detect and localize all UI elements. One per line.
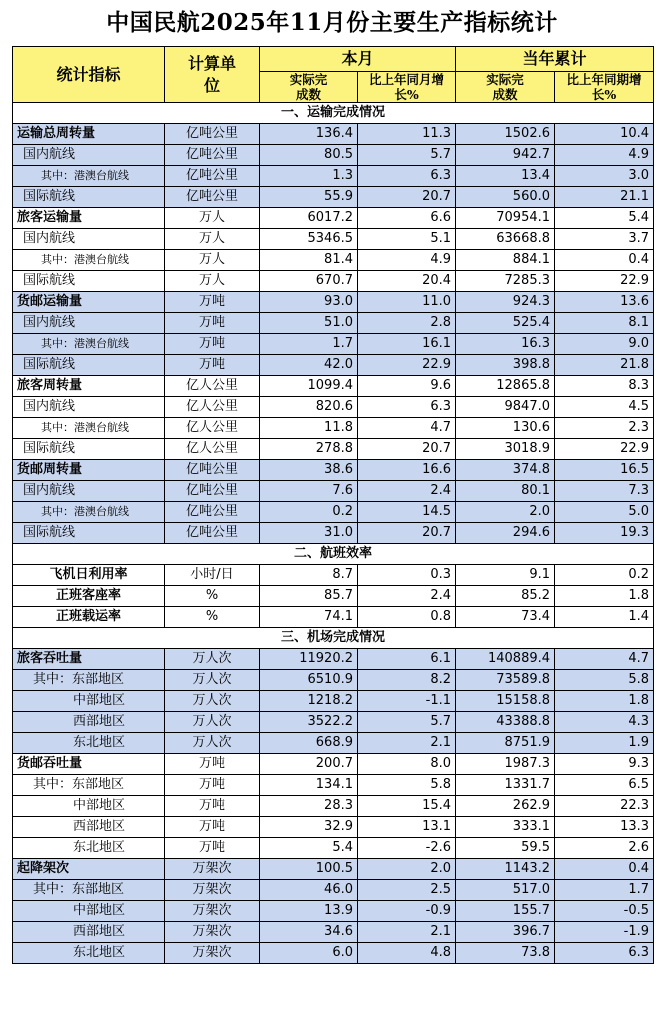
ytd-actual-cell: 9.1: [456, 565, 555, 586]
month-actual-cell: 6017.2: [260, 208, 358, 229]
unit-cell: 万人次: [165, 670, 260, 691]
unit-cell: 万人次: [165, 712, 260, 733]
month-growth-cell: -2.6: [358, 838, 456, 859]
indicator-name: 国际航线: [13, 271, 165, 292]
month-actual-cell: 51.0: [260, 313, 358, 334]
indicator-name: 旅客周转量: [13, 376, 165, 397]
ytd-actual-cell: 262.9: [456, 796, 555, 817]
ytd-growth-cell: -0.5: [555, 901, 654, 922]
unit-cell: 亿人公里: [165, 418, 260, 439]
month-actual-cell: 8.7: [260, 565, 358, 586]
month-growth-cell: 2.1: [358, 922, 456, 943]
ytd-actual-cell: 9847.0: [456, 397, 555, 418]
month-growth-cell: 5.8: [358, 775, 456, 796]
month-growth-cell: 4.7: [358, 418, 456, 439]
unit-cell: 亿人公里: [165, 397, 260, 418]
month-growth-cell: 13.1: [358, 817, 456, 838]
table-row: [13, 397, 654, 418]
month-actual-cell: 46.0: [260, 880, 358, 901]
table-row: [13, 859, 654, 880]
month-growth-cell: 11.0: [358, 292, 456, 313]
ytd-growth-cell: 21.8: [555, 355, 654, 376]
table-row: [13, 418, 654, 439]
ytd-actual-cell: 294.6: [456, 523, 555, 544]
table-row: [13, 586, 654, 607]
ytd-actual-cell: 1331.7: [456, 775, 555, 796]
ytd-growth-cell: 8.1: [555, 313, 654, 334]
ytd-actual-cell: 63668.8: [456, 229, 555, 250]
indicator-name: 其中：港澳台航线: [13, 166, 165, 187]
ytd-actual-cell: 3018.9: [456, 439, 555, 460]
ytd-actual-cell: 43388.8: [456, 712, 555, 733]
month-growth-cell: 2.8: [358, 313, 456, 334]
ytd-actual-cell: 59.5: [456, 838, 555, 859]
ytd-actual-cell: 155.7: [456, 901, 555, 922]
month-actual-cell: 5346.5: [260, 229, 358, 250]
ytd-growth-cell: 5.0: [555, 502, 654, 523]
header-this-month: 本月: [260, 47, 456, 72]
unit-cell: 亿吨公里: [165, 145, 260, 166]
header-indicator: 统计指标: [13, 47, 165, 103]
month-actual-cell: 136.4: [260, 124, 358, 145]
table-row: [13, 754, 654, 775]
ytd-growth-cell: 22.9: [555, 439, 654, 460]
table-row: [13, 649, 654, 670]
unit-cell: 亿吨公里: [165, 460, 260, 481]
unit-cell: 万吨: [165, 355, 260, 376]
month-growth-cell: 6.3: [358, 166, 456, 187]
unit-cell: 万人: [165, 250, 260, 271]
table-row: [13, 376, 654, 397]
month-growth-cell: 20.4: [358, 271, 456, 292]
month-actual-cell: 28.3: [260, 796, 358, 817]
unit-cell: %: [165, 607, 260, 628]
table-row: [13, 166, 654, 187]
indicator-name: 正班客座率: [13, 586, 165, 607]
month-growth-cell: 8.0: [358, 754, 456, 775]
table-row: [13, 208, 654, 229]
indicator-name: 东北地区: [13, 733, 165, 754]
month-actual-cell: 3522.2: [260, 712, 358, 733]
month-growth-cell: 15.4: [358, 796, 456, 817]
ytd-actual-cell: 130.6: [456, 418, 555, 439]
unit-cell: 万吨: [165, 817, 260, 838]
ytd-actual-cell: 396.7: [456, 922, 555, 943]
indicator-name: 国际航线: [13, 355, 165, 376]
unit-cell: 亿吨公里: [165, 481, 260, 502]
month-actual-cell: 85.7: [260, 586, 358, 607]
month-actual-cell: 32.9: [260, 817, 358, 838]
unit-cell: 万人次: [165, 733, 260, 754]
ytd-growth-cell: 0.4: [555, 250, 654, 271]
ytd-actual-cell: 73589.8: [456, 670, 555, 691]
table-row: [13, 733, 654, 754]
month-actual-cell: 13.9: [260, 901, 358, 922]
section-title: 二、航班效率: [13, 544, 654, 565]
ytd-growth-cell: -1.9: [555, 922, 654, 943]
month-growth-cell: 2.4: [358, 586, 456, 607]
indicator-name: 飞机日利用率: [13, 565, 165, 586]
month-actual-cell: 81.4: [260, 250, 358, 271]
month-growth-cell: 6.3: [358, 397, 456, 418]
unit-cell: 小时/日: [165, 565, 260, 586]
header-month-actual: 实际完成数: [260, 72, 358, 103]
indicator-name: 中部地区: [13, 901, 165, 922]
indicator-name: 其中：东部地区: [13, 670, 165, 691]
ytd-growth-cell: 2.6: [555, 838, 654, 859]
month-growth-cell: 6.6: [358, 208, 456, 229]
ytd-actual-cell: 924.3: [456, 292, 555, 313]
table-row: [13, 334, 654, 355]
month-growth-cell: 20.7: [358, 439, 456, 460]
header-unit: 计算单位: [165, 47, 260, 103]
ytd-growth-cell: 6.3: [555, 943, 654, 964]
month-actual-cell: 34.6: [260, 922, 358, 943]
ytd-actual-cell: 884.1: [456, 250, 555, 271]
table-row: [13, 250, 654, 271]
month-growth-cell: 14.5: [358, 502, 456, 523]
ytd-actual-cell: 1987.3: [456, 754, 555, 775]
indicator-name: 国内航线: [13, 229, 165, 250]
month-actual-cell: 11.8: [260, 418, 358, 439]
header-ytd: 当年累计: [456, 47, 654, 72]
ytd-actual-cell: 560.0: [456, 187, 555, 208]
ytd-growth-cell: 1.8: [555, 691, 654, 712]
ytd-growth-cell: 6.5: [555, 775, 654, 796]
indicator-name: 东北地区: [13, 838, 165, 859]
ytd-growth-cell: 1.9: [555, 733, 654, 754]
unit-cell: 万人次: [165, 691, 260, 712]
table-row: [13, 880, 654, 901]
indicator-name: 旅客运输量: [13, 208, 165, 229]
page-title: 中国民航2025年11月份主要生产指标统计: [106, 9, 558, 36]
table-row: [13, 460, 654, 481]
unit-cell: 亿吨公里: [165, 166, 260, 187]
ytd-growth-cell: 3.0: [555, 166, 654, 187]
indicator-name: 中部地区: [13, 796, 165, 817]
month-growth-cell: 4.8: [358, 943, 456, 964]
month-actual-cell: 38.6: [260, 460, 358, 481]
ytd-actual-cell: 80.1: [456, 481, 555, 502]
indicator-name: 国内航线: [13, 397, 165, 418]
ytd-actual-cell: 16.3: [456, 334, 555, 355]
month-actual-cell: 200.7: [260, 754, 358, 775]
ytd-actual-cell: 517.0: [456, 880, 555, 901]
month-growth-cell: 16.1: [358, 334, 456, 355]
unit-cell: 亿吨公里: [165, 124, 260, 145]
table-row: [13, 439, 654, 460]
ytd-actual-cell: 942.7: [456, 145, 555, 166]
month-growth-cell: 2.4: [358, 481, 456, 502]
indicator-name: 西部地区: [13, 922, 165, 943]
table-row: [13, 292, 654, 313]
indicator-name: 其中：港澳台航线: [13, 502, 165, 523]
ytd-actual-cell: 85.2: [456, 586, 555, 607]
unit-cell: 万吨: [165, 838, 260, 859]
unit-cell: 万人: [165, 271, 260, 292]
indicator-name: 其中：港澳台航线: [13, 418, 165, 439]
ytd-growth-cell: 2.3: [555, 418, 654, 439]
indicator-name: 起降架次: [13, 859, 165, 880]
ytd-actual-cell: 73.8: [456, 943, 555, 964]
unit-cell: 万架次: [165, 943, 260, 964]
ytd-actual-cell: 374.8: [456, 460, 555, 481]
indicator-name: 其中：港澳台航线: [13, 334, 165, 355]
unit-cell: 万吨: [165, 313, 260, 334]
month-growth-cell: 0.8: [358, 607, 456, 628]
ytd-actual-cell: 1502.6: [456, 124, 555, 145]
ytd-growth-cell: 19.3: [555, 523, 654, 544]
indicator-name: 货邮运输量: [13, 292, 165, 313]
month-growth-cell: 20.7: [358, 187, 456, 208]
ytd-actual-cell: 1143.2: [456, 859, 555, 880]
table-row: [13, 922, 654, 943]
ytd-growth-cell: 3.7: [555, 229, 654, 250]
indicator-name: 西部地区: [13, 817, 165, 838]
month-growth-cell: -0.9: [358, 901, 456, 922]
ytd-growth-cell: 13.6: [555, 292, 654, 313]
unit-cell: 亿人公里: [165, 376, 260, 397]
ytd-growth-cell: 8.3: [555, 376, 654, 397]
table-row: [13, 817, 654, 838]
month-actual-cell: 1.3: [260, 166, 358, 187]
month-growth-cell: 4.9: [358, 250, 456, 271]
indicator-name: 中部地区: [13, 691, 165, 712]
month-actual-cell: 670.7: [260, 271, 358, 292]
indicator-name: 运输总周转量: [13, 124, 165, 145]
month-actual-cell: 820.6: [260, 397, 358, 418]
indicator-name: 旅客吞吐量: [13, 649, 165, 670]
month-growth-cell: 11.3: [358, 124, 456, 145]
month-growth-cell: -1.1: [358, 691, 456, 712]
ytd-actual-cell: 525.4: [456, 313, 555, 334]
table-row: [13, 901, 654, 922]
unit-cell: 万吨: [165, 775, 260, 796]
ytd-growth-cell: 5.8: [555, 670, 654, 691]
section-header-row: [13, 103, 654, 124]
month-actual-cell: 1.7: [260, 334, 358, 355]
month-growth-cell: 20.7: [358, 523, 456, 544]
ytd-actual-cell: 7285.3: [456, 271, 555, 292]
statistics-table: [12, 46, 654, 964]
month-actual-cell: 1218.2: [260, 691, 358, 712]
unit-cell: 万架次: [165, 859, 260, 880]
ytd-growth-cell: 21.1: [555, 187, 654, 208]
month-growth-cell: 22.9: [358, 355, 456, 376]
table-row: [13, 502, 654, 523]
unit-cell: 万吨: [165, 796, 260, 817]
unit-cell: 万架次: [165, 901, 260, 922]
table-row: [13, 775, 654, 796]
month-growth-cell: 2.1: [358, 733, 456, 754]
indicator-name: 其中：东部地区: [13, 775, 165, 796]
ytd-actual-cell: 2.0: [456, 502, 555, 523]
month-actual-cell: 11920.2: [260, 649, 358, 670]
month-growth-cell: 2.0: [358, 859, 456, 880]
ytd-growth-cell: 9.3: [555, 754, 654, 775]
month-actual-cell: 55.9: [260, 187, 358, 208]
month-growth-cell: 2.5: [358, 880, 456, 901]
table-row: [13, 271, 654, 292]
month-growth-cell: 5.1: [358, 229, 456, 250]
indicator-name: 西部地区: [13, 712, 165, 733]
month-growth-cell: 6.1: [358, 649, 456, 670]
ytd-growth-cell: 4.3: [555, 712, 654, 733]
unit-cell: 亿吨公里: [165, 523, 260, 544]
month-actual-cell: 74.1: [260, 607, 358, 628]
unit-cell: 万吨: [165, 334, 260, 355]
ytd-growth-cell: 10.4: [555, 124, 654, 145]
month-actual-cell: 31.0: [260, 523, 358, 544]
section-title: 三、机场完成情况: [13, 628, 654, 649]
ytd-actual-cell: 73.4: [456, 607, 555, 628]
indicator-name: 货邮周转量: [13, 460, 165, 481]
month-growth-cell: 9.6: [358, 376, 456, 397]
header-ytd-actual: 实际完成数: [456, 72, 555, 103]
ytd-growth-cell: 4.5: [555, 397, 654, 418]
section-header-row: [13, 544, 654, 565]
table-row: [13, 691, 654, 712]
ytd-growth-cell: 7.3: [555, 481, 654, 502]
month-actual-cell: 0.2: [260, 502, 358, 523]
unit-cell: 万人: [165, 208, 260, 229]
table-row: [13, 565, 654, 586]
table-row: [13, 712, 654, 733]
month-actual-cell: 5.4: [260, 838, 358, 859]
unit-cell: 万架次: [165, 880, 260, 901]
table-row: [13, 523, 654, 544]
indicator-name: 其中：港澳台航线: [13, 250, 165, 271]
table-row: [13, 313, 654, 334]
table-row: [13, 796, 654, 817]
month-actual-cell: 668.9: [260, 733, 358, 754]
indicator-name: 东北地区: [13, 943, 165, 964]
ytd-growth-cell: 4.7: [555, 649, 654, 670]
unit-cell: 亿吨公里: [165, 187, 260, 208]
table-row: [13, 229, 654, 250]
table-row: [13, 481, 654, 502]
ytd-actual-cell: 398.8: [456, 355, 555, 376]
ytd-actual-cell: 12865.8: [456, 376, 555, 397]
unit-cell: 万架次: [165, 922, 260, 943]
section-title: 一、运输完成情况: [13, 103, 654, 124]
unit-cell: 万吨: [165, 292, 260, 313]
unit-cell: %: [165, 586, 260, 607]
section-header-row: [13, 628, 654, 649]
month-growth-cell: 5.7: [358, 145, 456, 166]
month-growth-cell: 8.2: [358, 670, 456, 691]
month-actual-cell: 80.5: [260, 145, 358, 166]
ytd-growth-cell: 16.5: [555, 460, 654, 481]
unit-cell: 亿吨公里: [165, 502, 260, 523]
ytd-actual-cell: 8751.9: [456, 733, 555, 754]
ytd-actual-cell: 15158.8: [456, 691, 555, 712]
ytd-actual-cell: 70954.1: [456, 208, 555, 229]
month-actual-cell: 6.0: [260, 943, 358, 964]
indicator-name: 国际航线: [13, 187, 165, 208]
table-row: [13, 838, 654, 859]
month-actual-cell: 1099.4: [260, 376, 358, 397]
table-row: [13, 355, 654, 376]
ytd-growth-cell: 1.7: [555, 880, 654, 901]
unit-cell: 万人: [165, 229, 260, 250]
ytd-growth-cell: 5.4: [555, 208, 654, 229]
indicator-name: 其中：东部地区: [13, 880, 165, 901]
ytd-growth-cell: 0.4: [555, 859, 654, 880]
month-actual-cell: 42.0: [260, 355, 358, 376]
table-row: [13, 943, 654, 964]
ytd-growth-cell: 22.9: [555, 271, 654, 292]
unit-cell: 万人次: [165, 649, 260, 670]
table-row: [13, 670, 654, 691]
ytd-actual-cell: 333.1: [456, 817, 555, 838]
indicator-name: 货邮吞吐量: [13, 754, 165, 775]
table-row: [13, 145, 654, 166]
indicator-name: 国内航线: [13, 313, 165, 334]
month-actual-cell: 7.6: [260, 481, 358, 502]
indicator-name: 正班载运率: [13, 607, 165, 628]
table-row: [13, 124, 654, 145]
ytd-growth-cell: 0.2: [555, 565, 654, 586]
header-ytd-growth: 比上年同期增长%: [555, 72, 654, 103]
indicator-name: 国内航线: [13, 145, 165, 166]
unit-cell: 亿人公里: [165, 439, 260, 460]
month-growth-cell: 0.3: [358, 565, 456, 586]
indicator-name: 国内航线: [13, 481, 165, 502]
month-actual-cell: 134.1: [260, 775, 358, 796]
ytd-actual-cell: 13.4: [456, 166, 555, 187]
month-actual-cell: 278.8: [260, 439, 358, 460]
month-growth-cell: 16.6: [358, 460, 456, 481]
month-actual-cell: 100.5: [260, 859, 358, 880]
header-month-growth: 比上年同月增长%: [358, 72, 456, 103]
indicator-name: 国际航线: [13, 523, 165, 544]
month-actual-cell: 6510.9: [260, 670, 358, 691]
ytd-growth-cell: 1.4: [555, 607, 654, 628]
table-row: [13, 187, 654, 208]
unit-cell: 万吨: [165, 754, 260, 775]
ytd-growth-cell: 22.3: [555, 796, 654, 817]
ytd-actual-cell: 140889.4: [456, 649, 555, 670]
month-actual-cell: 93.0: [260, 292, 358, 313]
ytd-growth-cell: 1.8: [555, 586, 654, 607]
ytd-growth-cell: 4.9: [555, 145, 654, 166]
indicator-name: 国际航线: [13, 439, 165, 460]
month-growth-cell: 5.7: [358, 712, 456, 733]
ytd-growth-cell: 13.3: [555, 817, 654, 838]
ytd-growth-cell: 9.0: [555, 334, 654, 355]
table-row: [13, 607, 654, 628]
